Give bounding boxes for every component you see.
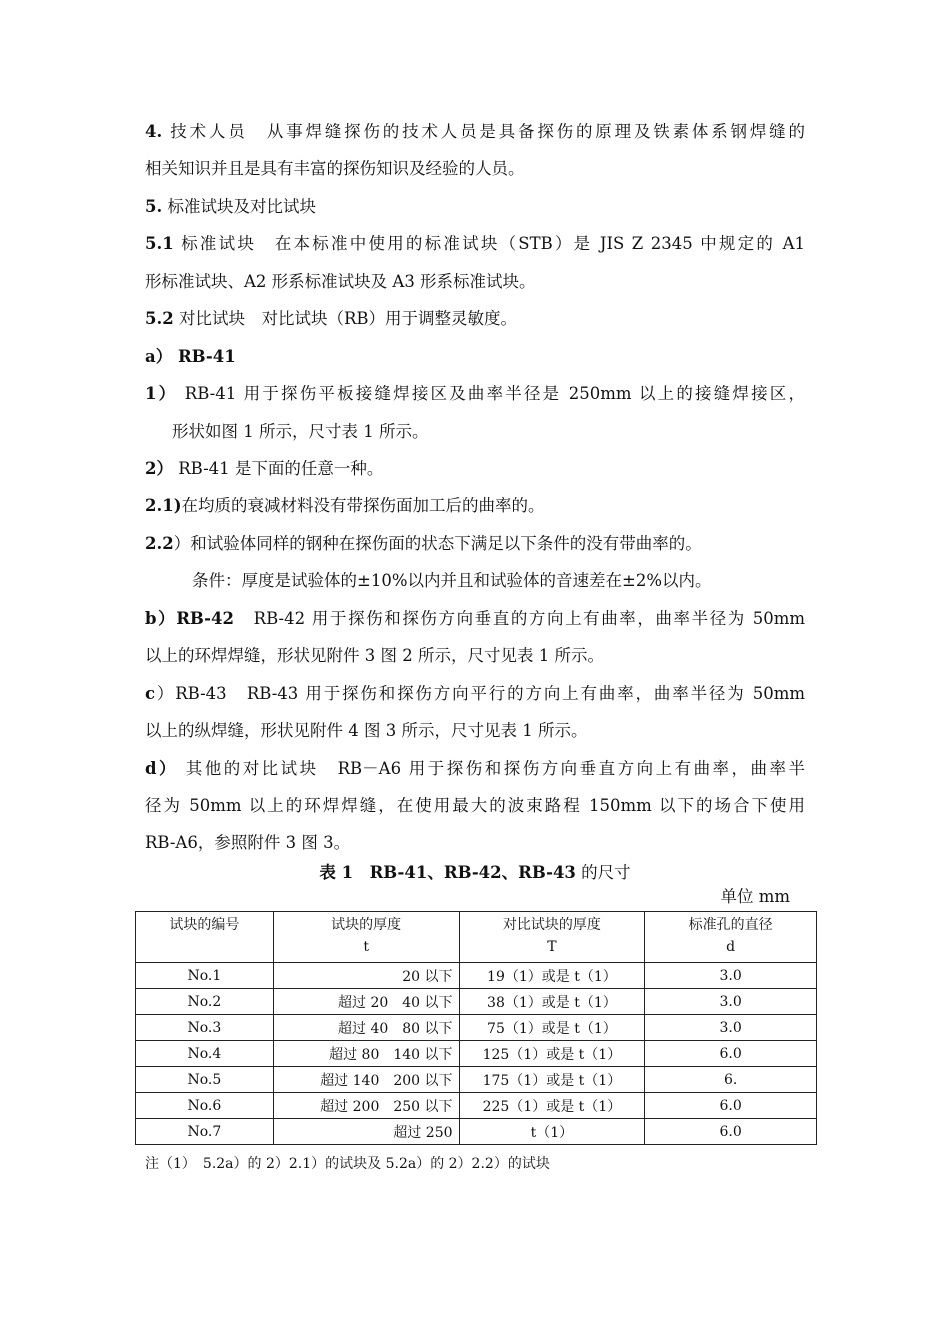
- paragraph-text: ）RB-43 RB-43 用于探伤和探伤方向平行的方向上有曲率，曲率半径为 50mm: [155, 684, 805, 703]
- header-text: 试块的编号: [169, 917, 240, 933]
- table-row: [136, 1119, 817, 1145]
- paragraph-5-1-line-2: [145, 270, 805, 294]
- item-c-line-1: [145, 682, 805, 706]
- header-text: 对比试块的厚度: [502, 917, 601, 933]
- cell-diameter: 3.0: [645, 1015, 817, 1041]
- cell-diameter: 6.0: [645, 1093, 817, 1119]
- paragraph-5-2: [145, 307, 805, 331]
- header-reference-thickness: [459, 912, 645, 963]
- cell-reference-thickness: 19（1）或是 t（1）: [459, 963, 645, 989]
- paragraph-text: 形状如图 1 所示，尺寸表 1 所示。: [172, 422, 429, 441]
- item-label: b）RB-42: [145, 609, 234, 628]
- cell-reference-thickness: 125（1）或是 t（1）: [459, 1041, 645, 1067]
- paragraph-text: RB-A6，参照附件 3 图 3。: [145, 833, 351, 852]
- table-row: [136, 1041, 817, 1067]
- item-a-heading: [145, 345, 805, 369]
- cell-reference-thickness: t（1）: [459, 1119, 645, 1145]
- item-1-line-2: [172, 420, 832, 444]
- cell-number: No.1: [136, 963, 274, 989]
- header-specimen-thickness: [273, 912, 459, 963]
- section-number: 4.: [145, 122, 163, 141]
- dimensions-table: [135, 911, 817, 1145]
- header-hole-diameter: [645, 912, 817, 963]
- paragraph-text: 形标准试块、A2 形系标准试块及 A3 形系标准试块。: [145, 272, 536, 291]
- header-symbol: t: [363, 939, 369, 955]
- section-number: 5.: [145, 197, 163, 216]
- cell-reference-thickness: 225（1）或是 t（1）: [459, 1093, 645, 1119]
- paragraph-4-line-1: [145, 120, 805, 144]
- condition-line: [192, 569, 852, 593]
- cell-diameter: 3.0: [645, 989, 817, 1015]
- paragraph-5-1-line-1: [145, 232, 805, 256]
- cell-reference-thickness: 75（1）或是 t（1）: [459, 1015, 645, 1041]
- cell-diameter: 6.0: [645, 1041, 817, 1067]
- item-title: RB-41: [172, 347, 236, 366]
- item-d-line-1: [145, 757, 805, 781]
- heading-5: [145, 195, 805, 219]
- item-label: 2.1): [145, 496, 182, 515]
- cell-number: No.2: [136, 989, 274, 1015]
- table-header-row: [136, 912, 817, 963]
- paragraph-text: 在均质的衰减材料没有带探伤面加工后的曲率的。: [181, 496, 545, 515]
- section-number: 5.1: [145, 234, 174, 253]
- paragraph-text: RB-41 用于探伤平板接缝焊接区及曲率半径是 250mm 以上的接缝焊接区，: [177, 384, 805, 403]
- paragraph-text: 以上的纵焊缝，形状见附件 4 图 3 所示，尺寸见表 1 所示。: [145, 721, 588, 740]
- cell-number: No.7: [136, 1119, 274, 1145]
- cell-reference-thickness: 175（1）或是 t（1）: [459, 1067, 645, 1093]
- table-row: [136, 989, 817, 1015]
- paragraph-text: RB-42 用于探伤和探伤方向垂直的方向上有曲率，曲率半径为 50mm: [233, 609, 806, 628]
- cell-thickness: 20 以下: [273, 963, 459, 989]
- item-label: d）: [145, 759, 179, 778]
- cell-diameter: 6.0: [645, 1119, 817, 1145]
- unit-label: 单位 mm: [720, 887, 790, 906]
- cell-thickness: 超过 40 80 以下: [273, 1015, 459, 1041]
- cell-number: No.5: [136, 1067, 274, 1093]
- section-number: 5.2: [145, 309, 174, 328]
- item-2-1: [145, 494, 805, 518]
- cell-diameter: 3.0: [645, 963, 817, 989]
- header-symbol: T: [547, 939, 557, 955]
- cell-thickness: 超过 200 250 以下: [273, 1093, 459, 1119]
- item-1-line-1: [145, 382, 805, 406]
- paragraph-text: RB-41 是下面的任意一种。: [172, 459, 384, 478]
- paragraph-text: 以上的环焊焊缝，形状见附件 3 图 2 所示，尺寸见表 1 所示。: [145, 646, 604, 665]
- table-row: [136, 963, 817, 989]
- item-b-line-2: [145, 644, 805, 668]
- cell-number: No.3: [136, 1015, 274, 1041]
- cell-diameter: 6.: [645, 1067, 817, 1093]
- item-label: 1）: [145, 384, 178, 403]
- item-b-line-1: [145, 607, 805, 631]
- cell-thickness: 超过 140 200 以下: [273, 1067, 459, 1093]
- table-note: 注（1） 5.2a）的 2）2.1）的试块及 5.2a）的 2）2.2）的试块: [145, 1156, 550, 1172]
- item-label: 2）: [145, 459, 173, 478]
- paragraph-text: 对比试块 对比试块（RB）用于调整灵敏度。: [173, 309, 518, 328]
- item-label: c: [145, 684, 156, 703]
- header-specimen-number: [136, 912, 274, 963]
- table-title-bold: RB-41、RB-42、RB-43: [353, 863, 576, 882]
- item-label: a）: [145, 347, 173, 366]
- table-row: [136, 1067, 817, 1093]
- item-d-line-3: [145, 831, 805, 855]
- cell-thickness: 超过 20 40 以下: [273, 989, 459, 1015]
- header-text: 标准孔的直径: [688, 917, 773, 933]
- paragraph-text: 径为 50mm 以上的环焊焊缝，在使用最大的波束路程 150mm 以下的场合下使用: [145, 796, 805, 815]
- item-2-2: [145, 532, 805, 556]
- table-number: 表 1: [319, 863, 354, 882]
- paragraph-4-line-2: [145, 157, 805, 181]
- table-row: [136, 1015, 817, 1041]
- cell-number: No.4: [136, 1041, 274, 1067]
- paragraph-text: 条件：厚度是试验体的±10%以内并且和试验体的音速差在±2%以内。: [192, 571, 712, 590]
- heading-text: 标准试块及对比试块: [162, 197, 316, 216]
- cell-reference-thickness: 38（1）或是 t（1）: [459, 989, 645, 1015]
- item-c-line-2: [145, 719, 805, 743]
- header-text: 试块的厚度: [331, 917, 402, 933]
- table-caption: [0, 861, 950, 885]
- table-title: 的尺寸: [575, 863, 631, 882]
- item-2: [145, 457, 805, 481]
- paragraph-text: 相关知识并且是具有丰富的探伤知识及经验的人员。: [145, 159, 525, 178]
- item-label: 2.2: [145, 534, 174, 553]
- paragraph-text: 其他的对比试块 RB－A6 用于探伤和探伤方向垂直方向上有曲率，曲率半: [178, 759, 805, 778]
- table-row: [136, 1093, 817, 1119]
- paragraph-text: 技术人员 从事焊缝探伤的技术人员是具备探伤的原理及铁素体系钢焊缝的: [162, 122, 805, 141]
- header-symbol: d: [726, 939, 736, 955]
- paragraph-text: ）和试验体同样的钢种在探伤面的状态下满足以下条件的没有带曲率的。: [173, 534, 702, 553]
- cell-number: No.6: [136, 1093, 274, 1119]
- cell-thickness: 超过 250: [273, 1119, 459, 1145]
- paragraph-text: 标准试块 在本标准中使用的标准试块（STB）是 JIS Z 2345 中规定的 A1: [173, 234, 805, 253]
- item-d-line-2: [145, 794, 805, 818]
- cell-thickness: 超过 80 140 以下: [273, 1041, 459, 1067]
